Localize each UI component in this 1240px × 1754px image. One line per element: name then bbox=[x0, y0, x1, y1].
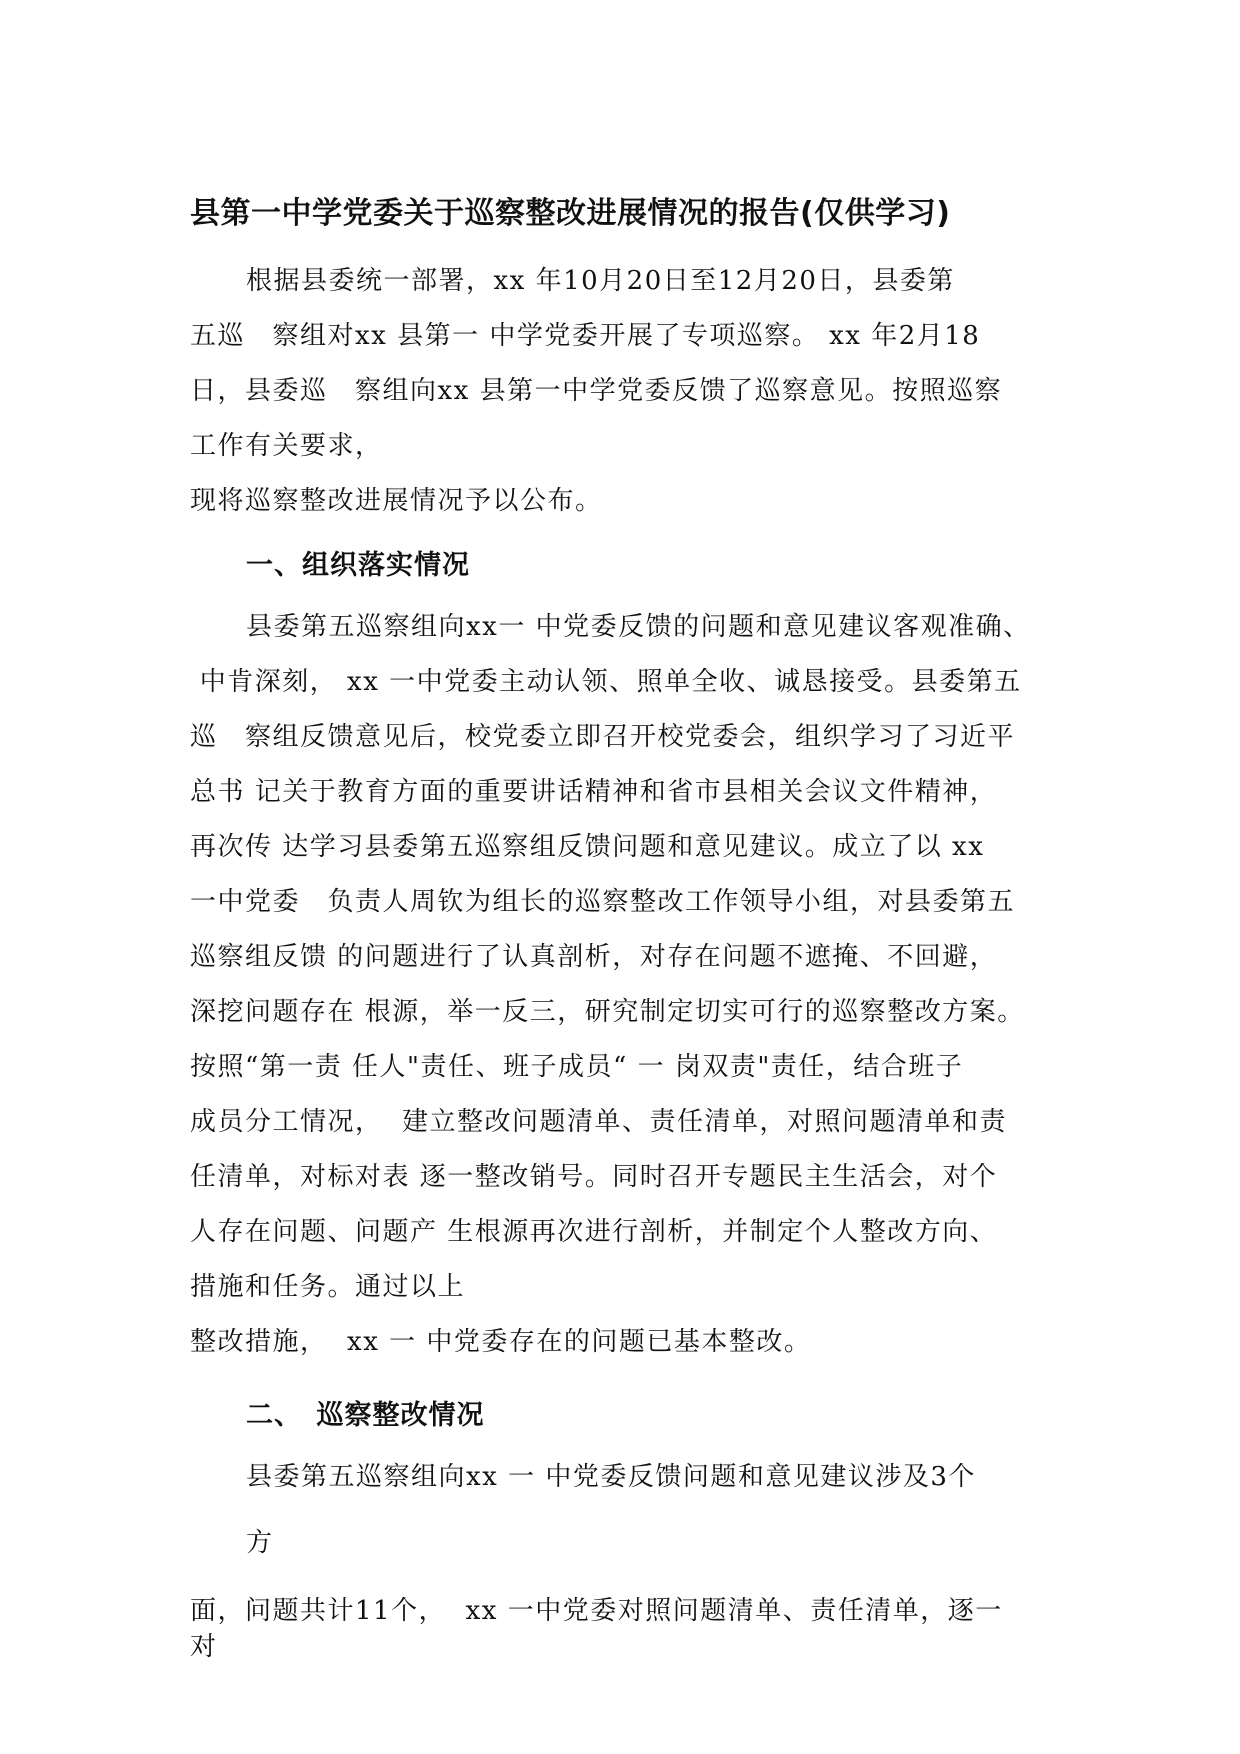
section1-line: 巡 察组反馈意见后，校党委立即召开校党委会，组织学习了习近平 bbox=[190, 722, 1016, 752]
document-title: 县第一中学党委关于巡察整改进展情况的报告(仅供学习) bbox=[190, 196, 951, 231]
intro-line: 根据县委统一部署，xx 年10月20日至12月20日，县委第 bbox=[246, 266, 955, 296]
section1-line: 总书 记关于教育方面的重要讲话精神和省市县相关会议文件精神， bbox=[190, 777, 998, 807]
section1-line: 一中党委 负责人周钦为组长的巡察整改工作领导小组，对县委第五 bbox=[190, 887, 1016, 917]
section1-line: 整改措施， xx 一 中党委存在的问题已基本整改。 bbox=[190, 1327, 812, 1357]
intro-line: 工作有关要求， bbox=[190, 431, 383, 461]
section1-line: 中肯深刻， xx 一中党委主动认领、照单全收、诚恳接受。县委第五 bbox=[190, 667, 1022, 697]
section1-line: 任清单，对标对表 逐一整改销号。同时召开专题民主生活会，对个 bbox=[190, 1162, 998, 1192]
section1-line: 深挖问题存在 根源，举一反三，研究制定切实可行的巡察整改方案。 bbox=[190, 997, 1025, 1027]
section1-line: 再次传 达学习县委第五巡察组反馈问题和意见建议。成立了以 xx bbox=[190, 832, 985, 862]
section1-line: 县委第五巡察组向xx一 中党委反馈的问题和意见建议客观准确、 bbox=[246, 612, 1031, 642]
section2-line: 对 bbox=[190, 1632, 218, 1662]
section1-line: 人存在问题、问题产 生根源再次进行剖析，并制定个人整改方向、 bbox=[190, 1217, 998, 1247]
section1-line: 措施和任务。通过以上 bbox=[190, 1272, 466, 1302]
section1-line: 按照“第一责 任人"责任、班子成员“ 一 岗双责"责任，结合班子 bbox=[190, 1052, 964, 1082]
section2-heading: 二、 巡察整改情况 bbox=[246, 1400, 485, 1431]
section1-line: 成员分工情况， 建立整改问题清单、责任清单，对照问题清单和责 bbox=[190, 1107, 1008, 1137]
section1-line: 巡察组反馈 的问题进行了认真剖析，对存在问题不遮掩、不回避， bbox=[190, 942, 998, 972]
section2-line: 县委第五巡察组向xx 一 中党委反馈问题和意见建议涉及3个 bbox=[246, 1462, 976, 1492]
intro-line: 五巡 察组对xx 县第一 中学党委开展了专项巡察。 xx 年2月18 bbox=[190, 321, 981, 351]
section2-line: 方 bbox=[246, 1528, 274, 1558]
section1-heading: 一、组织落实情况 bbox=[246, 550, 470, 581]
intro-line: 现将巡察整改进展情况予以公布。 bbox=[190, 486, 603, 516]
intro-line: 日，县委巡 察组向xx 县第一中学党委反馈了巡察意见。按照巡察 bbox=[190, 376, 1003, 406]
section2-line: 面，问题共计11个， xx 一中党委对照问题清单、责任清单，逐一 bbox=[190, 1596, 1003, 1626]
